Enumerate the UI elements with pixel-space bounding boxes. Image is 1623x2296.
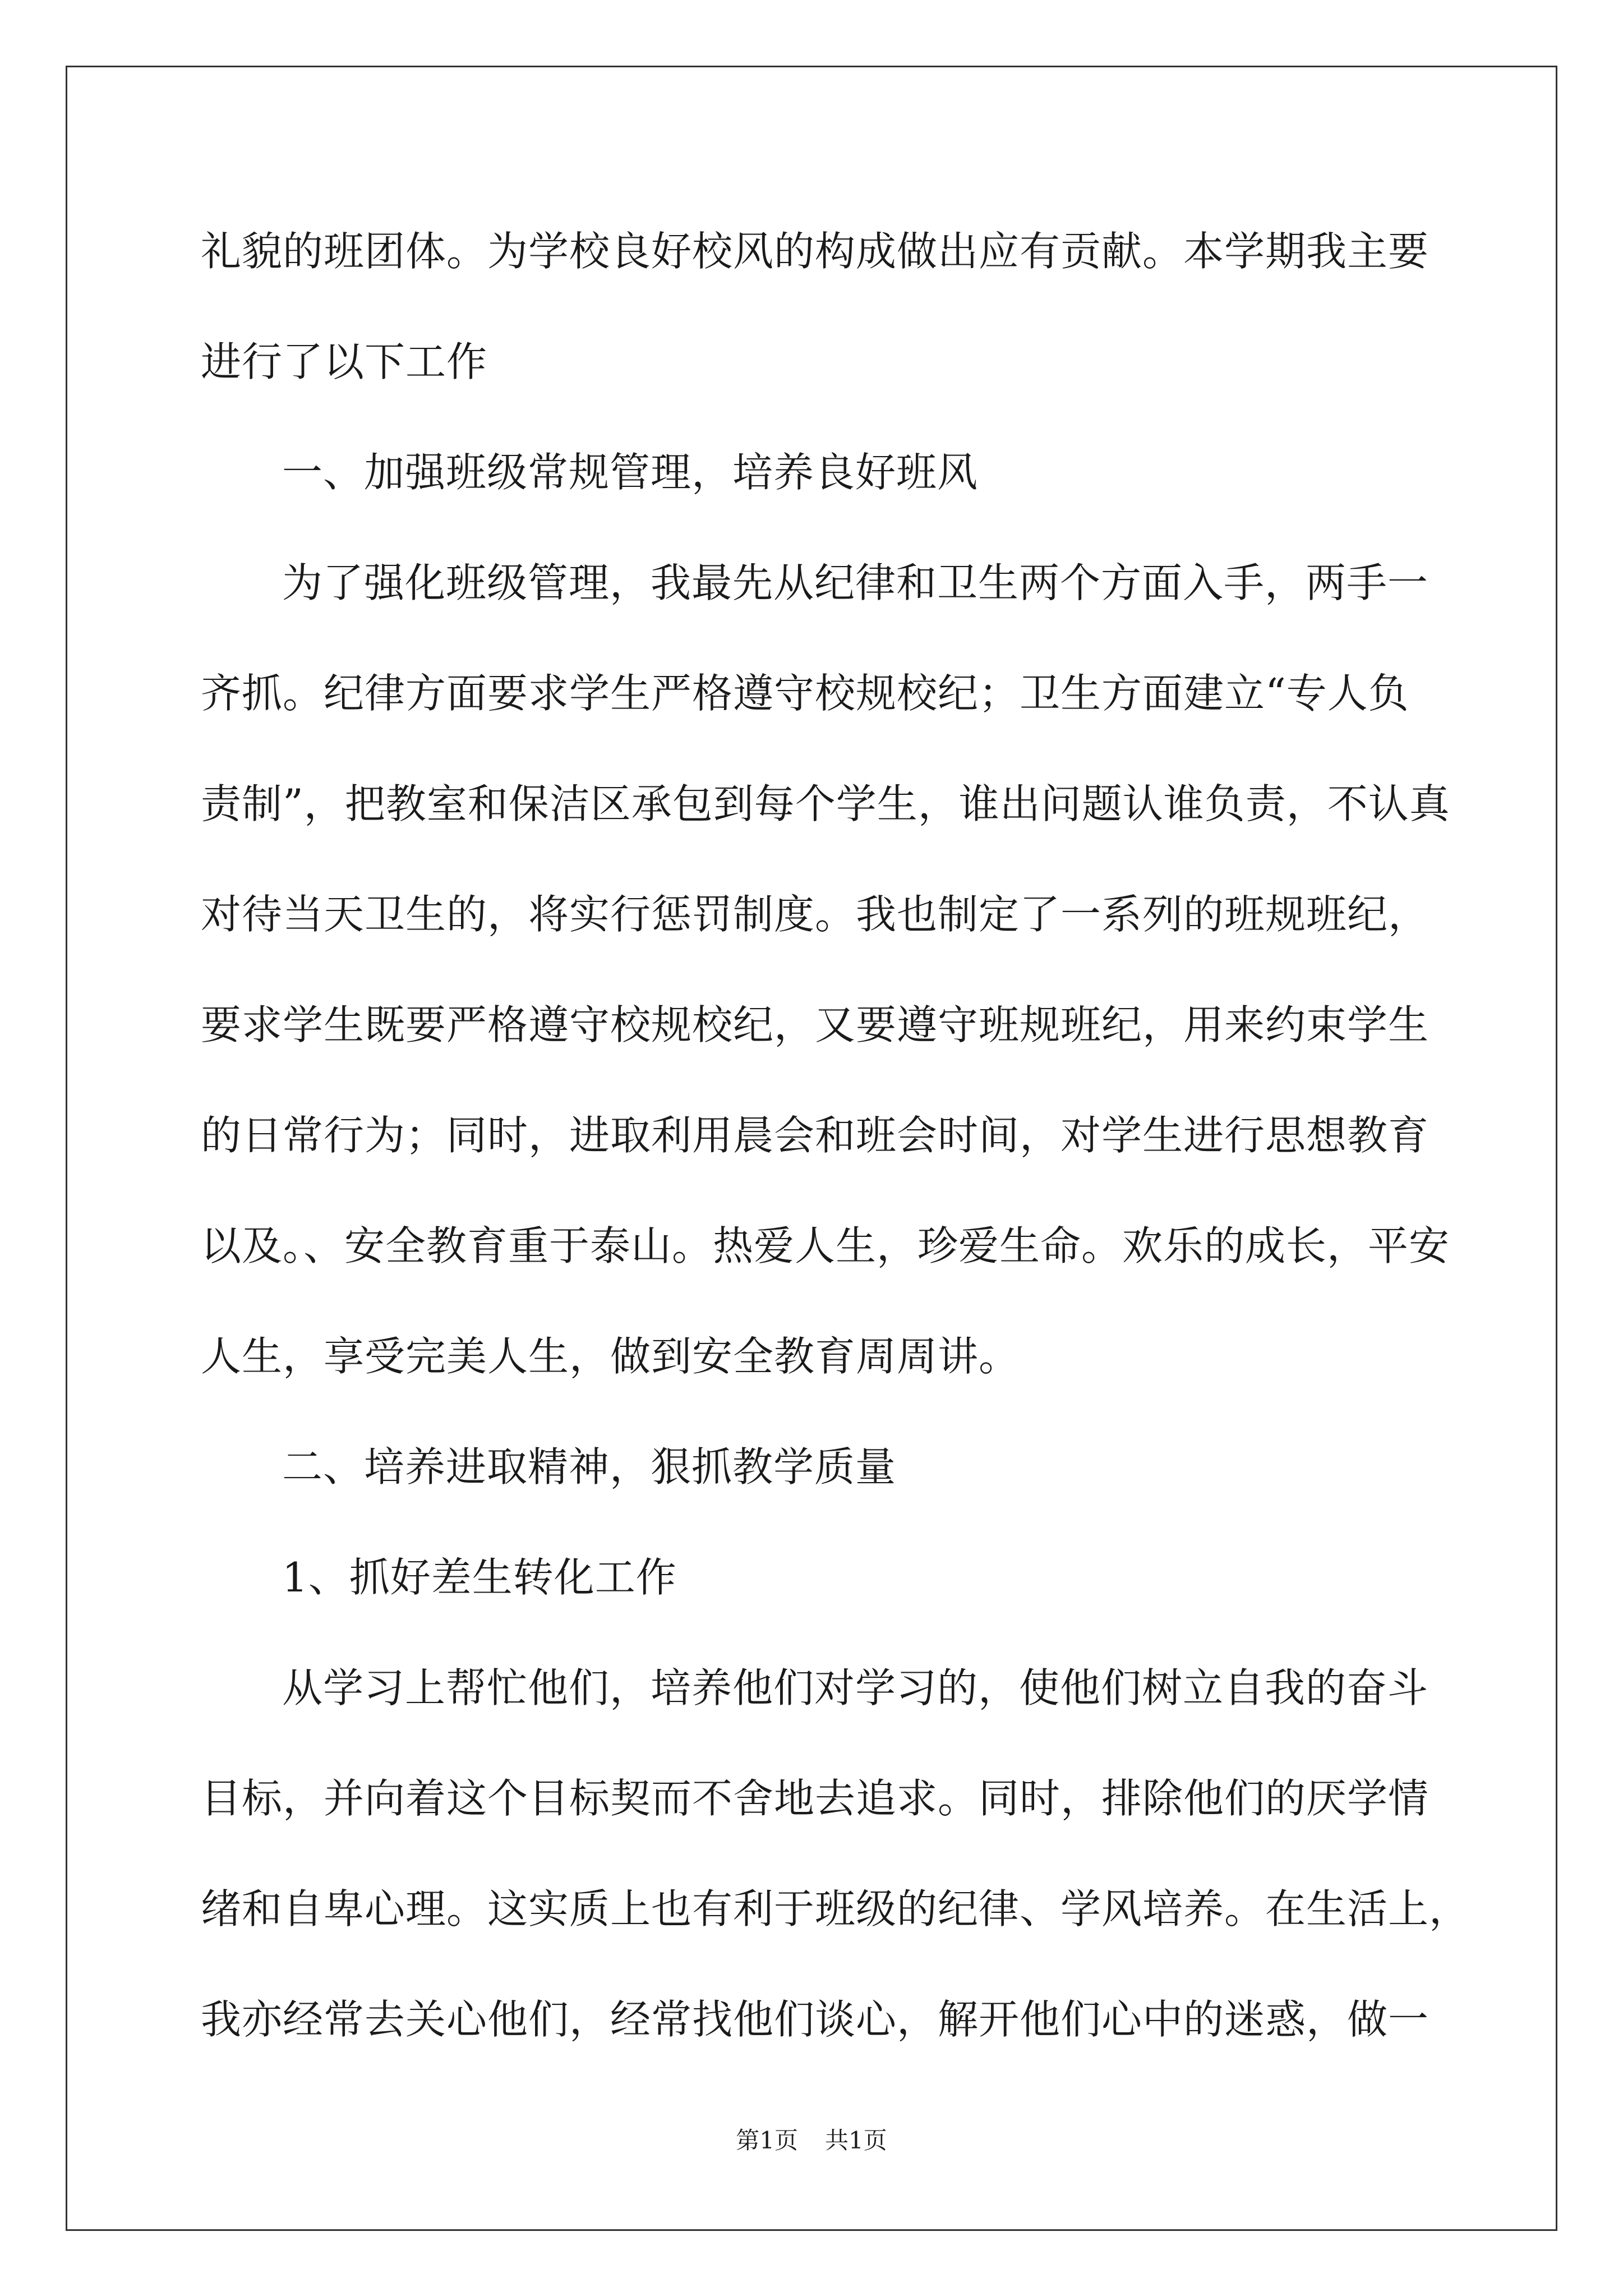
page-number-total: 共1页 [825,2127,887,2154]
text-line-4: 为了强化班级管理，我最先从纪律和卫生两个方面入手，两手一 [282,559,1429,606]
section-heading-2: 二、培养进取精神，狠抓教学质量 [282,1443,897,1490]
page-number-current: 第1页 [736,2127,798,2154]
subsection-heading-1: 1、抓好差生转化工作 [282,1554,677,1601]
document-body [201,223,1470,2102]
text-line-9: 的日常行为；同时，进取利用晨会和班会时间，对学生进行思想教育 [201,1112,1430,1159]
section-heading-1: 一、加强班级常规管理，培养良好班风 [282,449,979,496]
text-line-2: 进行了以下工作 [201,338,488,385]
text-line-10: 以及。、安全教育重于泰山。热爱人生，珍爱生命。欢乐的成长，平安 [201,1222,1450,1269]
text-line-5: 齐抓。纪律方面要求学生严格遵守校规校纪；卫生方面建立“专人负 [201,670,1409,717]
text-line-15: 目标，并向着这个目标契而不舍地去追求。同时，排除他们的厌学情 [201,1775,1430,1822]
text-line-7: 对待当天卫生的，将实行惩罚制度。我也制定了一系列的班规班纪， [201,891,1430,938]
text-line-1: 礼貌的班团体。为学校良好校风的构成做出应有贡献。本学期我主要 [201,228,1430,275]
text-line-6: 责制”，把教室和保洁区承包到每个学生，谁出问题认谁负责，不认真 [201,780,1450,827]
text-line-8: 要求学生既要严格遵守校规校纪，又要遵守班规班纪，用来约束学生 [201,1001,1430,1048]
text-line-14: 从学习上帮忙他们，培养他们对学习的，使他们树立自我的奋斗 [282,1664,1429,1711]
page-footer [0,2124,1623,2157]
text-line-16: 绪和自卑心理。这实质上也有利于班级的纪律、学风培养。在生活上， [201,1885,1470,1932]
text-line-17: 我亦经常去关心他们，经常找他们谈心，解开他们心中的迷惑，做一 [201,1996,1430,2043]
text-line-11: 人生，享受完美人生，做到安全教育周周讲。 [201,1333,1020,1380]
